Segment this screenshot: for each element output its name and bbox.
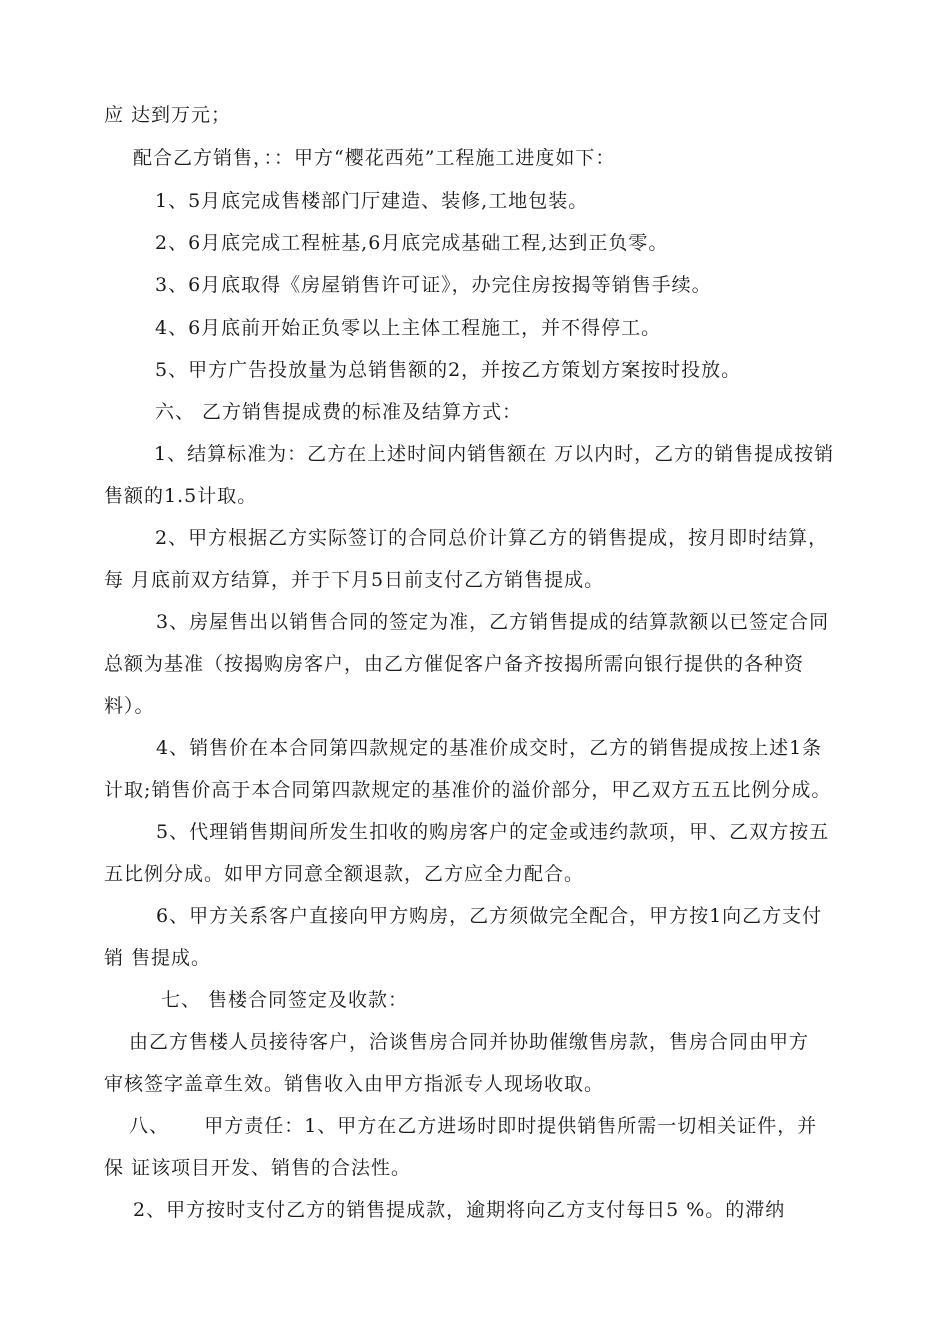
text-line: 由乙方售楼人员接待客户，洽谈售房合同并协助催缴售房款，售房合同由甲方 (129, 1031, 810, 1053)
text-line: 审核签字盖章生效。销售收入由甲方指派专人现场收取。 (104, 1073, 605, 1095)
text-line: 4、6月底前开始正负零以上主体工程施工，并不得停工。 (155, 317, 662, 339)
text-line: 售额的1.5计取。 (104, 485, 258, 507)
text-line: 销 售提成。 (104, 947, 212, 969)
text-line: 3、房屋售出以销售合同的签定为准，乙方销售提成的结算款额以已签定合同 (156, 611, 830, 633)
text-line: 保 证该项目开发、销售的合法性。 (104, 1157, 412, 1179)
section-heading: 八、 甲方责任：1、甲方在乙方进场时即时提供销售所需一切相关证件，并 (129, 1115, 818, 1137)
text-line: 2、甲方按时支付乙方的销售提成款，逾期将向乙方支付每日5 %。的滞纳 (133, 1199, 786, 1221)
text-line: 配合乙方销售，：：甲方“樱花西苑”工程施工进度如下： (133, 147, 616, 169)
text-line: 5、代理销售期间所发生扣收的购房客户的定金或违约款项，甲、乙双方按五 (156, 821, 830, 843)
text-line: 应 达到万元； (104, 104, 232, 126)
text-line: 每 月底前双方结算，并于下月5日前支付乙方销售提成。 (104, 569, 605, 591)
text-line: 1、结算标准为：乙方在上述时间内销售额在 万以内时，乙方的销售提成按销 (154, 443, 835, 465)
text-line: 6、甲方关系客户直接向甲方购房，乙方须做完全配合，甲方按1向乙方支付 (156, 905, 823, 927)
section-heading: 七、 售楼合同签定及收款： (161, 989, 409, 1011)
text-line: 5、甲方广告投放量为总销售额的2，并按乙方策划方案按时投放。 (155, 359, 742, 381)
text-line: 计取;销售价高于本合同第四款规定的基准价的溢价部分，甲乙双方五五比例分成。 (104, 779, 832, 801)
section-heading: 六、 乙方销售提成费的标准及结算方式： (155, 401, 523, 423)
text-line: 料）。 (104, 695, 155, 717)
text-line: 4、销售价在本合同第四款规定的基准价成交时，乙方的销售提成按上述1条 (156, 737, 823, 759)
text-line: 2、甲方根据乙方实际签订的合同总价计算乙方的销售提成，按月即时结算， (155, 527, 829, 549)
text-line: 1、5月底完成售楼部门厅建造、装修,工地包装。 (155, 190, 589, 212)
text-line: 3、6月底取得《房屋销售许可证》，办完住房按揭等销售手续。 (155, 274, 712, 296)
text-line: 总额为基准（按揭购房客户，由乙方催促客户备齐按揭所需向银行提供的各种资 (104, 653, 805, 675)
text-line: 五比例分成。如甲方同意全额退款，乙方应全力配合。 (104, 863, 585, 885)
text-line: 2、6月底完成工程桩基,6月底完成基础工程,达到正负零。 (155, 232, 669, 254)
